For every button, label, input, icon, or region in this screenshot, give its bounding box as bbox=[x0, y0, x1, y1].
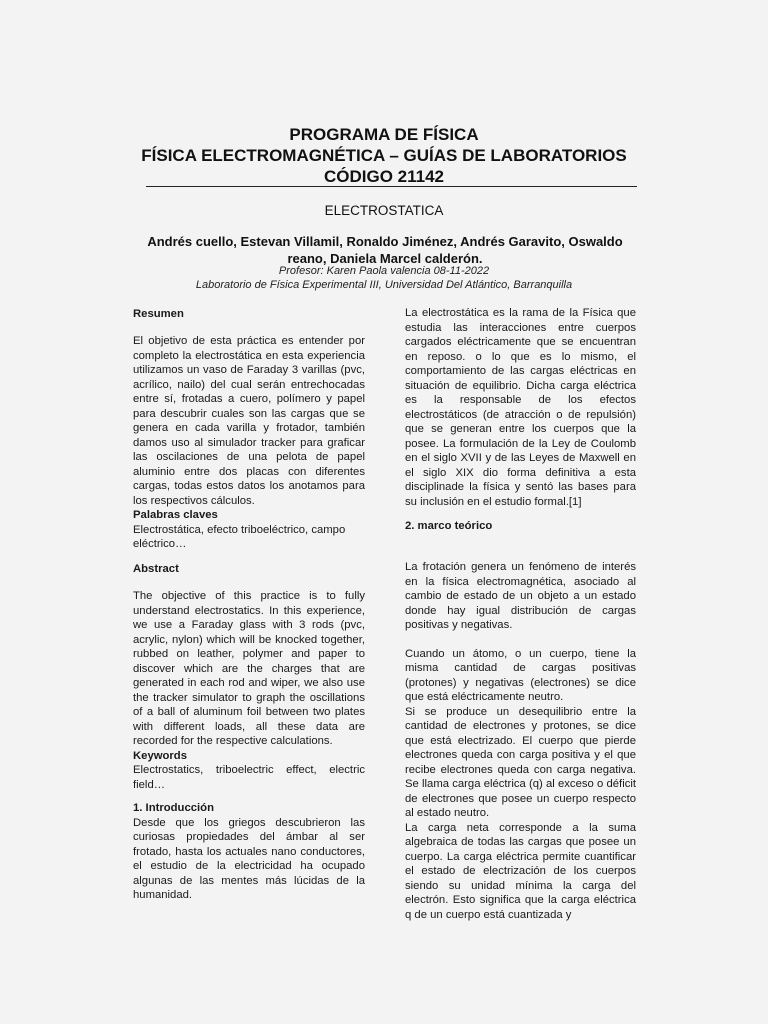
keywords-heading: Keywords bbox=[133, 749, 187, 762]
author-list: Andrés cuello, Estevan Villamil, Ronaldo Jiménez, Andrés Garavito, Oswaldo reano, Daniela Marcel calderón. bbox=[147, 234, 623, 266]
marco-paragraph-1: La frotación genera un fenómeno de interés en la física electromagnética, asociado al cambio de estado de un objeto a un estado donde hay igual distribución de cargas positivas y negativas. bbox=[405, 561, 636, 631]
course-code: CÓDIGO 21142 bbox=[323, 167, 444, 186]
program-title: PROGRAMA DE FÍSICA bbox=[289, 125, 479, 144]
electrostatics-paragraph: La electrostática es la rama de la Física que estudia las interacciones entre cuerpos cargados eléctricamente que se encuentran en reposo. o lo que es lo mismo, el comportamiento de las cargas eléctricas en situación de equilibrio. Dicha carga eléctrica es la responsable de los efectos electrostáticos (de atracción o de repulsión) que se generan entre los cuerpos que la posee. La formulación de la Ley de Coulomb en el siglo XVII y de las Leyes de Maxwell en el siglo XIX dio forma definitiva a esta disciplinade la física y sentó las bases para su inclusión en el estudio formal.[1] bbox=[405, 307, 636, 508]
professor-line: Profesor: Karen Paola valencia 08-11-2022 bbox=[278, 265, 490, 277]
marco-paragraph-3: Si se produce un desequilibrio entre la cantidad de electrones y protones, se dice que está electrizado. El cuerpo que pierde electrones queda con carga positiva y el que recibe electrones queda con carga negativa. Se llama carga eléctrica (q) al exceso o déficit de electrones que posee un cuerpo respecto al estado neutro. bbox=[405, 705, 636, 819]
palabras-claves-text: Electrostática, efecto triboeléctrico, campo eléctrico… bbox=[133, 523, 346, 550]
resumen-heading bbox=[133, 307, 365, 322]
intro-heading: 1. Introducción bbox=[133, 802, 214, 814]
paper-title: ELECTROSTATICA bbox=[324, 203, 444, 218]
affiliation-line: Laboratorio de Física Experimental III, Universidad Del Atlántico, Barranquilla bbox=[195, 279, 573, 291]
resumen-body: El objetivo de esta práctica es entender por completo la electrostática en esta experiencia utilizamos un vaso de Faraday 3 varillas (pvc, acrílico, nailo) del cual serán entrechocadas entre sí, frotadas a cuero, polímero y papel para descubrir cuales son las cargas que se genera en cada varilla y frotador, también damos uso al simulador tracker para graficar las oscilaciones de una pelota de papel aluminio entre dos placas con diferentes cargas, todas estos datos los anotamos para los respectivos cálculos. bbox=[133, 335, 365, 507]
section-heading: Abstract bbox=[133, 563, 179, 575]
marco-heading: 2. marco teórico bbox=[405, 520, 493, 532]
abstract-heading bbox=[133, 562, 365, 577]
marco-section bbox=[405, 560, 636, 922]
marco-paragraph-2: Cuando un átomo, o un cuerpo, tiene la misma cantidad de cargas positivas (protones) y negativas (electrones) se dice que está eléctricamente neutro. bbox=[405, 647, 636, 703]
keywords-text: Electrostatics, triboelectric effect, electric field… bbox=[133, 764, 365, 791]
intro-body: Desde que los griegos descubrieron las curiosas propiedades del ámbar al ser frotado, hasta los actuales nano conductores, el estudio de la electricidad ha ocupado algunas de las mentes más lúcidas de la humanidad. bbox=[133, 816, 365, 901]
marco-heading-block bbox=[405, 519, 636, 534]
abstract-section bbox=[133, 589, 365, 792]
course-title: FÍSICA ELECTROMAGNÉTICA – GUÍAS DE LABORATORIOS bbox=[141, 146, 627, 165]
resumen-section bbox=[133, 334, 365, 552]
section-heading: Resumen bbox=[133, 308, 184, 320]
electrostatics-intro bbox=[405, 306, 636, 509]
marco-paragraph-4: La carga neta corresponde a la suma algebraica de todas las cargas que posee un cuerpo. La carga eléctrica permite cuantificar el estado de electrización de los cuerpos siendo su unidad mínima la carga del electrón. Esto significa que la carga eléctrica q de un cuerpo está cuantizada y bbox=[405, 821, 636, 921]
palabras-claves-heading: Palabras claves bbox=[133, 509, 218, 521]
document-header bbox=[0, 124, 768, 187]
abstract-body: The objective of this practice is to fully understand electrostatics. In this experience, we use a Faraday glass with 3 rods (pvc, acrylic, nylon) which will be knocked together, rubbed on leather, polymer and paper to discover which are the charges that are generated in each rod and wiper, we also use the tracker simulator to graph the oscillations of a ball of aluminum foil between two plates with different loads, all these data are recorded for the respective calculations. bbox=[133, 590, 365, 747]
intro-section bbox=[133, 801, 365, 903]
header-divider bbox=[146, 186, 637, 187]
